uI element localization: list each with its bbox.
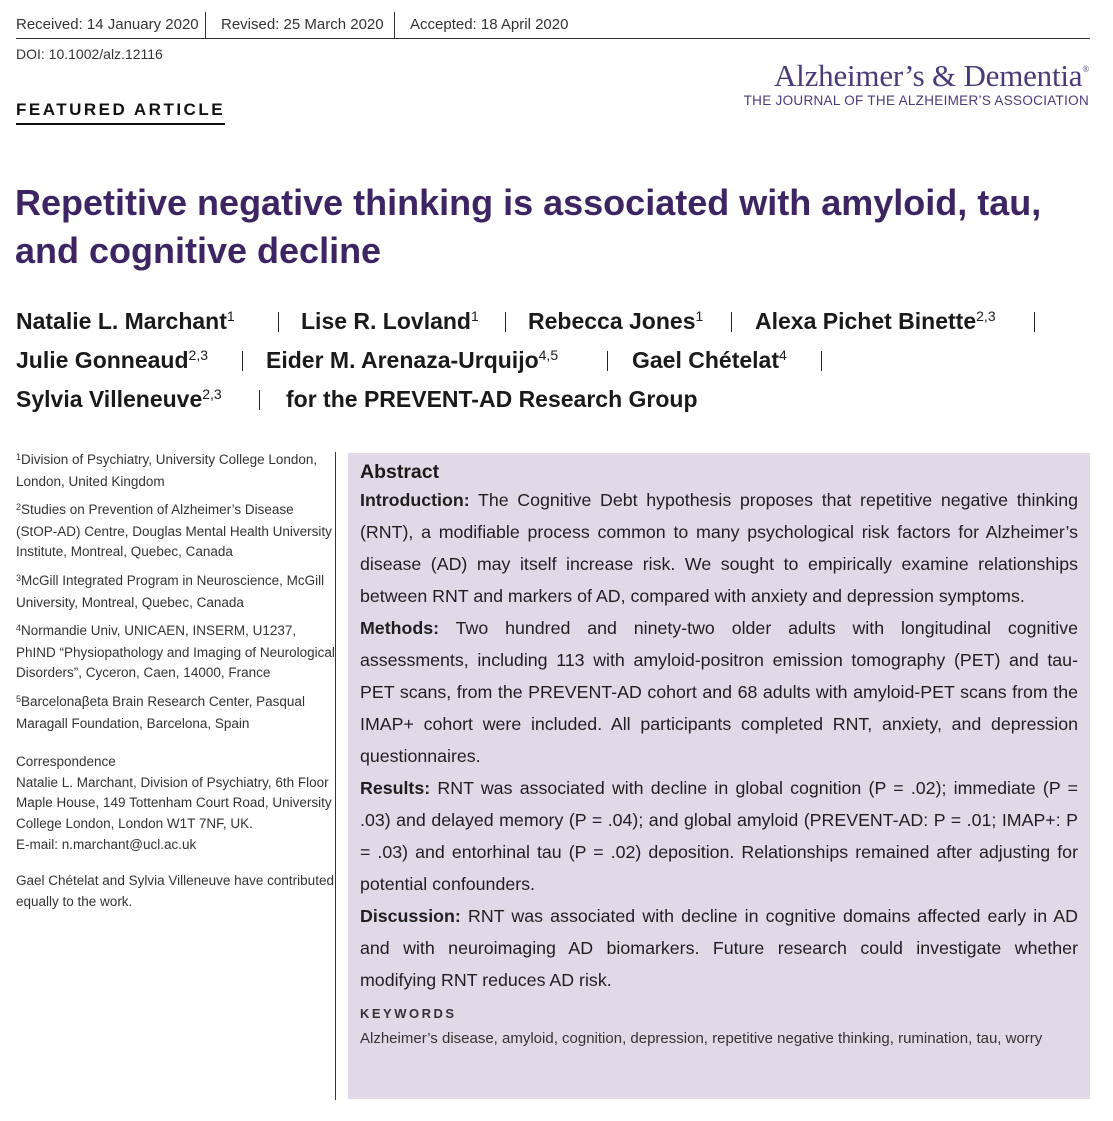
affiliation: $^3$McGill Integrated Program in Neuroscience, McGill University, Montreal, Quebec, Canada bbox=[16, 572, 325, 610]
article-title: Repetitive negative thinking is associated with amyloid, tau, and cognitive decline bbox=[15, 182, 1042, 271]
author[interactable]: Gael Chételat$^4$ bbox=[632, 347, 787, 373]
abstract-introduction: Introduction: The Cognitive Debt hypothesis proposes that repetitive negative thinking (RNT), a modifiable process common to many psychological risk factors for Alzheimer’s disease (AD) may itself increase risk. We sought to empirically examine relationships between RNT and markers of AD, compared with anxiety and depression symptoms. bbox=[360, 490, 1078, 606]
column-divider bbox=[335, 452, 336, 1100]
divider bbox=[205, 12, 206, 38]
divider bbox=[505, 312, 506, 332]
divider bbox=[821, 351, 822, 371]
journal-logo bbox=[744, 58, 1089, 108]
correspondence-label: Correspondence bbox=[16, 754, 116, 770]
divider bbox=[1034, 312, 1035, 332]
affiliation: $^2$Studies on Prevention of Alzheimer’s Disease (StOP-AD) Centre, Douglas Mental Health University Institute, Montreal, Quebec, Canada bbox=[16, 502, 332, 560]
author[interactable]: Natalie L. Marchant$^1$ bbox=[16, 308, 235, 334]
abstract-results: Results: RNT was associated with decline in global cognition (P = .02); immediate (P = .03) and delayed memory (P = .04); and global amyloid (PREVENT-AD: P = .01; IMAP+: P = .03) and entorhinal tau (P = .02) deposition. Relationships remained after adjusting for potential confounders. bbox=[360, 778, 1078, 894]
keywords-list: Alzheimer’s disease, amyloid, cognition, depression, repetitive negative thinking, rumination, tau, worry bbox=[360, 1030, 1043, 1047]
keywords-heading: KEYWORDS bbox=[360, 1006, 457, 1021]
divider bbox=[731, 312, 732, 332]
author[interactable]: Lise R. Lovland$^1$ bbox=[301, 308, 479, 334]
doi[interactable]: DOI: 10.1002/alz.12116 bbox=[16, 46, 163, 62]
divider bbox=[259, 390, 260, 410]
accepted-date: Accepted: 18 April 2020 bbox=[410, 16, 569, 33]
author[interactable]: Eider M. Arenaza-Urquijo$^{4,5}$ bbox=[266, 347, 559, 373]
divider bbox=[242, 351, 243, 371]
abstract-heading: Abstract bbox=[360, 461, 440, 483]
equal-contribution-note: Gael Chételat and Sylvia Villeneuve have contributed equally to the work. bbox=[16, 873, 334, 909]
author[interactable]: Alexa Pichet Binette$^{2,3}$ bbox=[755, 308, 996, 334]
featured-article-label: FEATURED ARTICLE bbox=[16, 100, 225, 125]
author[interactable]: Julie Gonneaud$^{2,3}$ bbox=[16, 347, 208, 373]
registered-mark: ® bbox=[1082, 64, 1089, 74]
divider bbox=[394, 12, 395, 38]
affiliation: $^5$Barcelonaβeta Brain Research Center, Pasqual Maragall Foundation, Barcelona, Spain bbox=[16, 693, 305, 731]
correspondence-address: Natalie L. Marchant, Division of Psychiatry, 6th Floor Maple House, 149 Tottenham Court Road, University College London, London W1T 7NF, UK. bbox=[16, 774, 332, 831]
received-date: Received: 14 January 2020 bbox=[16, 16, 199, 33]
revised-date: Revised: 25 March 2020 bbox=[221, 16, 384, 33]
correspondence-email[interactable]: E-mail: n.marchant@ucl.ac.uk bbox=[16, 836, 197, 852]
affiliation: $^4$Normandie Univ, UNICAEN, INSERM, U1237, PhIND “Physiopathology and Imaging of Neurological Disorders”, Cyceron, Caen, 14000, France bbox=[16, 623, 335, 681]
affiliation: $^1$Division of Psychiatry, University College London, London, United Kingdom bbox=[16, 452, 318, 489]
dates-bar bbox=[16, 12, 1090, 39]
journal-name: Alzheimer’s & Dementia bbox=[773, 58, 1083, 93]
divider bbox=[607, 351, 608, 371]
research-group[interactable]: for the PREVENT-AD Research Group bbox=[286, 386, 698, 412]
affiliations-column bbox=[16, 450, 336, 920]
abstract-methods: Methods: Two hundred and ninety-two older adults with longitudinal cognitive assessments, including 113 with amyloid-positron emission tomography (PET) and tau-PET scans, from the PREVENT-AD cohort and 68 adults with amyloid-PET scans from the IMAP+ cohort were included. All participants completed RNT, anxiety, and depression questionnaires. bbox=[360, 618, 1078, 766]
author[interactable]: Rebecca Jones$^1$ bbox=[528, 308, 704, 334]
abstract-discussion: Discussion: RNT was associated with decline in cognitive domains affected early in AD and with neuroimaging AD biomarkers. Future research could investigate whether modifying RNT reduces AD risk. bbox=[360, 906, 1078, 990]
abstract-box bbox=[348, 453, 1090, 1099]
divider bbox=[278, 312, 279, 332]
journal-subtitle: THE JOURNAL OF THE ALZHEIMER’S ASSOCIATION bbox=[743, 93, 1089, 108]
author[interactable]: Sylvia Villeneuve$^{2,3}$ bbox=[16, 386, 222, 412]
